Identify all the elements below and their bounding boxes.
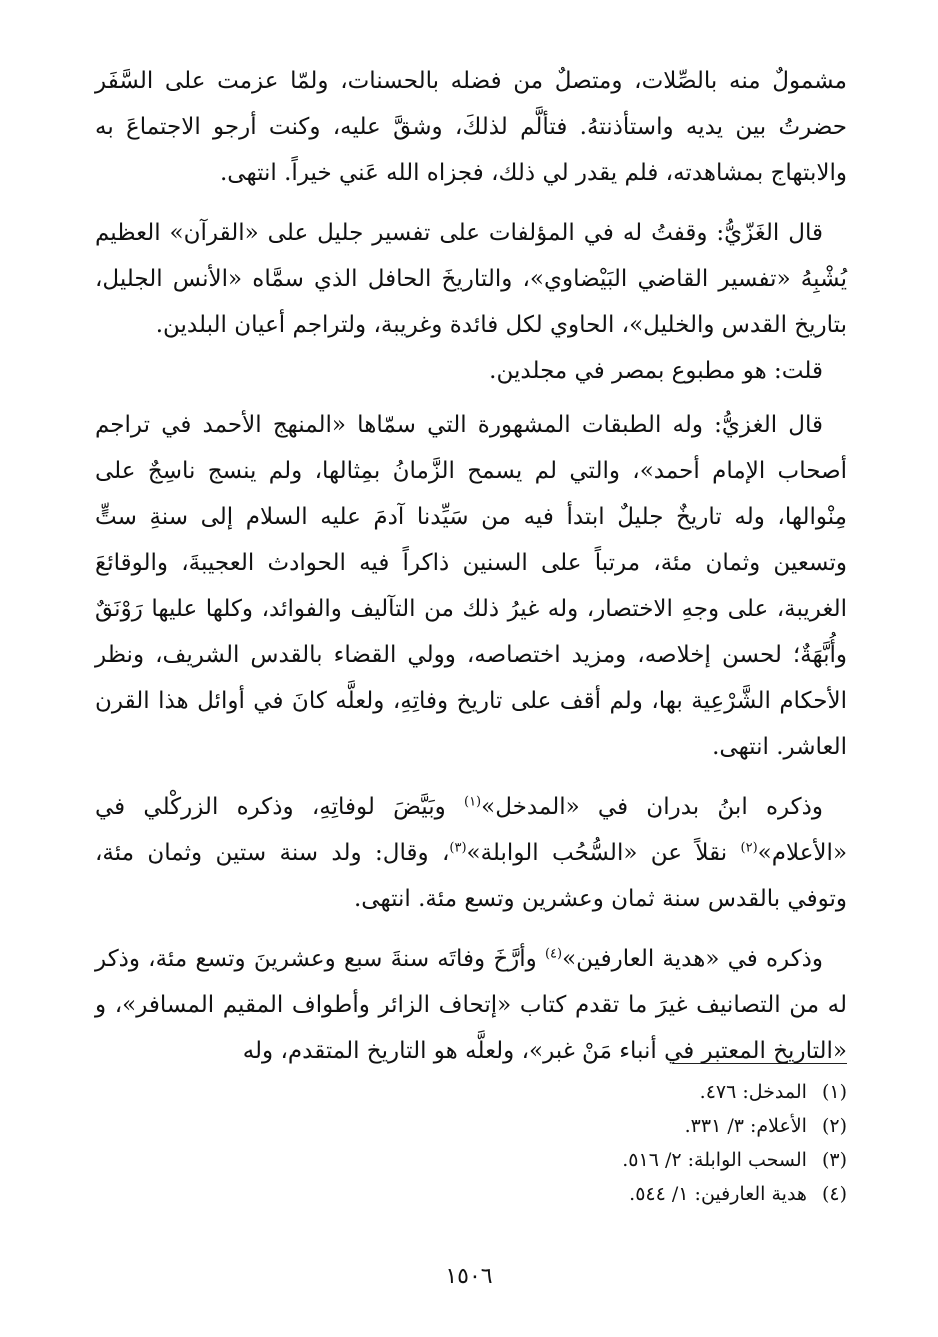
footnote-ref-4: (٤) [544, 946, 563, 962]
footnote-text: هدية العارفين: ١/ ٥٤٤. [629, 1183, 807, 1205]
footnote-text: المدخل: ٤٧٦. [699, 1081, 807, 1103]
footnote-separator [672, 1063, 847, 1064]
footnote-ref-1: (١) [463, 794, 482, 810]
footnote-ref-2: (٢) [740, 840, 758, 856]
paragraph-5-part-3: نقلاً عن «السُّحُب الوابلة» [466, 840, 741, 866]
footnote-item [95, 1075, 847, 1109]
footnote-ref-3: (٣) [449, 840, 467, 856]
paragraph-5-part-4: ، وقال: ولد سنة ستين وثمان مئة، وتوفي بالقدس سنة ثمان وعشرين وتسع مئة. انتهى. [95, 840, 847, 912]
footnote-number: (٣) [821, 1149, 847, 1171]
paragraph-3: قلت: هو مطبوع بمصر في مجلدين. [489, 358, 823, 384]
paragraph-6-part-1: وذكره في «هدية العارفين» [562, 946, 823, 972]
footnote-number: (٤) [821, 1183, 847, 1205]
paragraph-1: مشمولٌ منه بالصِّلات، ومتصلٌ من فضله بالحسنات، ولمّا عزمت على السَّفَر حضرتُ بين يديه واستأذنتهُ. فتألَّم لذلكَ، وشقَّ عليه، وكنت أرجو الاجتماعَ به والابتهاج بمشاهدته، فلم يقدر لي ذلك، فجزاه الله عَني خيراً. انتهى. [95, 68, 847, 186]
footnote-text: السحب الوابلة: ٢/ ٥١٦. [622, 1149, 807, 1171]
paragraph-6-part-2: وأرَّخَ وفاتَه سنةَ سبع وعشرينَ وتسع مئة، وذكر له من التصانيف غيرَ ما تقدم كتاب «إتحاف الزائر وأطواف المقيم المسافر»، و «التاريخ المعتبر في أنباء مَنْ غبر»، ولعلَّه هو التاريخ المتقدم، وله [95, 946, 847, 1064]
paragraph-5-part-1: وذكره ابنُ بدران في «المدخل» [481, 794, 823, 820]
page-body [95, 58, 847, 1074]
paragraph-5 [95, 784, 847, 922]
footnote-item [95, 1177, 847, 1211]
page-number: ١٥٠٦ [445, 1264, 493, 1289]
paragraph-2: قال الغَزّيُّ: وقفتُ له في المؤلفات على تفسير جليل على «القرآن» العظيم يُشْبِهُ «تفسير القاضي البَيْضاوي»، والتاريخَ الحافل الذي سمَّاه «الأنس الجليل، بتاريخ القدس والخليل»، الحاوي لكل فائدة وغريبة، ولتراجم أعيان البلدين. [95, 220, 847, 338]
footnote-item [95, 1109, 847, 1143]
paragraph-6 [95, 936, 847, 1074]
footnote-item [95, 1143, 847, 1177]
footnote-number: (٢) [821, 1115, 847, 1137]
footnote-number: (١) [821, 1081, 847, 1103]
paragraph-5-part-2: وبَيَّضَ لوفاتِهِ، وذكره الزركْلي في «الأعلام» [95, 794, 848, 866]
footnote-text: الأعلام: ٣/ ٣٣١. [684, 1115, 807, 1137]
paragraph-4: قال الغزيُّ: وله الطبقات المشهورة التي سمّاها «المنهج الأحمد في تراجم أصحاب الإمام أحمد»، والتي لم يسمح الزَّمانُ بمِثالها، ولم ينسج ناسِجٌ على مِنْوالها، وله تاريخٌ جليلٌ ابتدأ فيه من سَيِّدنا آدمَ عليه السلام إلى سنةِ ستٍّ وتسعين وثمان مئة، مرتباً على السنين ذاكراً فيه الحوادث العجيبةَ، والوقائعَ الغريبة، على وجهِ الاختصار، وله غيرُ ذلك من التآليف والفوائد، وكلها عليها رَوْنَقٌ وأُبَّهَةٌ؛ لحسن إخلاصه، ومزيد اختصاصه، وولي القضاء بالقدس الشريف، ونظر الأحكام الشَّرْعِية بها، ولم أقف على تاريخ وفاتِهِ، ولعلَّه كانَ في أوائل هذا القرن العاشر. انتهى. [95, 412, 847, 760]
footnotes [95, 1075, 847, 1211]
